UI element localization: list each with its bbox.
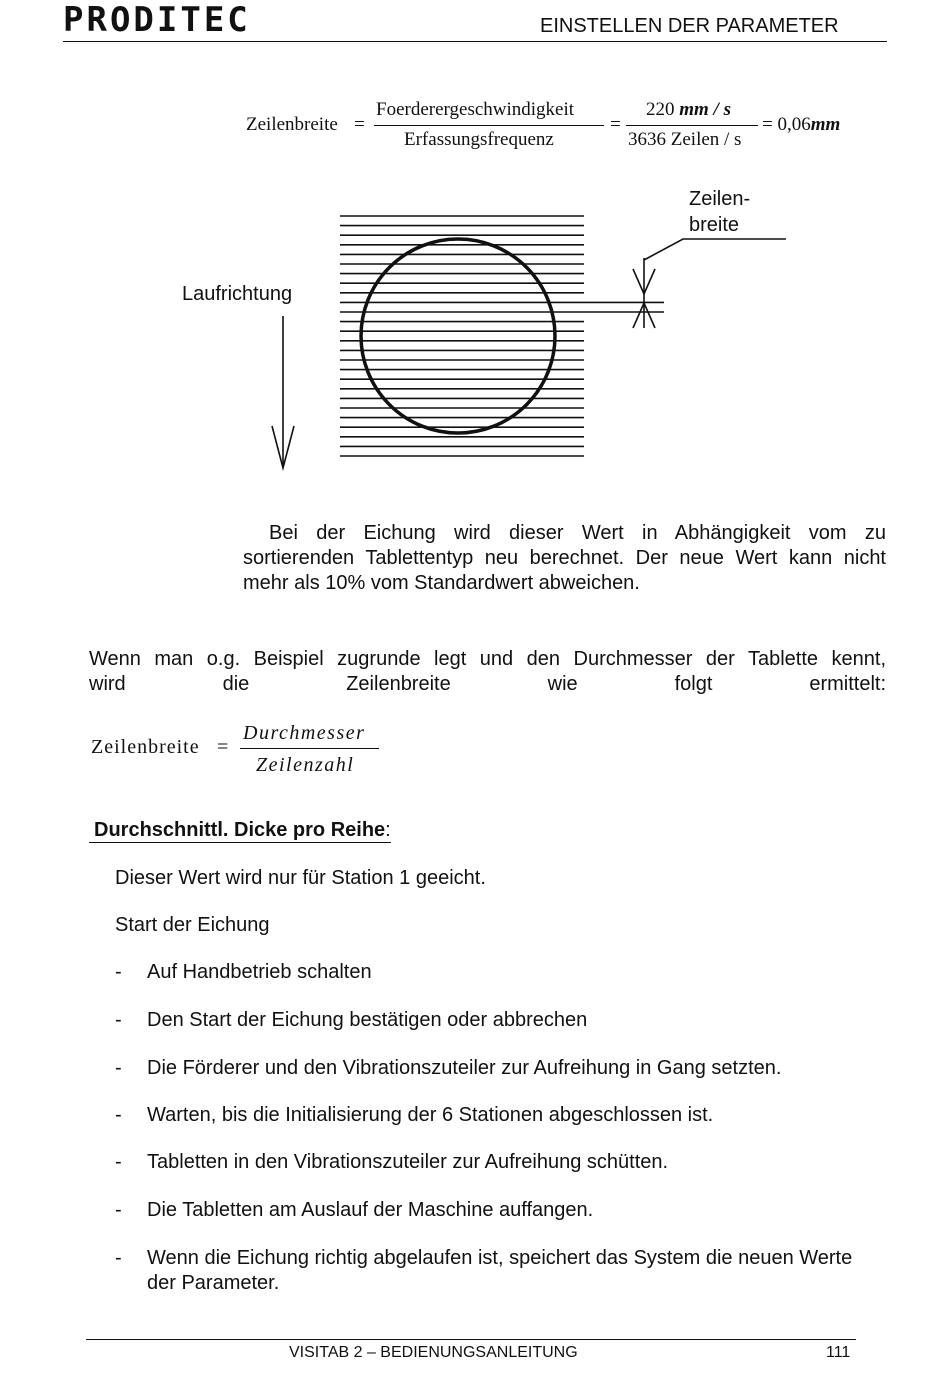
label-zeilenbreite-line1: Zeilen- <box>689 188 751 210</box>
list-item-text: Die Förderer und den Vibrationszuteiler zur Aufreihung in Gang setzten. <box>147 1057 782 1079</box>
example-paragraph-line1: Wenn man o.g. Beispiel zugrunde legt und den Durchmesser der Tablette kennt, <box>89 648 886 670</box>
calibration-start-label: Start der Eichung <box>115 914 270 936</box>
list-item-text: Warten, bis die Initialisierung der 6 Stationen abgeschlossen ist. <box>147 1104 714 1126</box>
section-heading-colon: : <box>385 819 391 841</box>
list-item-text: Den Start der Eichung bestätigen oder abbrechen <box>147 1009 588 1031</box>
footer-title: VISITAB 2 – BEDIENUNGSANLEITUNG <box>289 1344 578 1361</box>
formula2-numerator: Durchmesser <box>243 722 366 744</box>
list-bullet: - <box>115 961 122 983</box>
formula1-result-value: = 0,06 <box>762 114 811 135</box>
formula1-den2: 3636 Zeilen / s <box>628 129 742 150</box>
formula1-num2-value: 220 <box>646 99 675 120</box>
proditec-logo: PRODITEC <box>63 0 251 40</box>
tablet-circle <box>361 239 555 433</box>
list-item-text: Tabletten in den Vibrationszuteiler zur Aufreihung schütten. <box>147 1151 669 1173</box>
section-heading <box>89 818 391 843</box>
formula1-den1: Erfassungsfrequenz <box>404 129 554 150</box>
scan-lines-diagram <box>0 0 950 480</box>
label-laufrichtung: Laufrichtung <box>182 283 293 305</box>
formula1-lhs: Zeilenbreite <box>246 114 338 135</box>
list-bullet: - <box>115 1057 122 1079</box>
list-item-text: Wenn die Eichung richtig abgelaufen ist, speichert das System die neuen Werte der Parameter. <box>147 1247 853 1294</box>
section-heading-text: Durchschnittl. Dicke pro Reihe <box>94 819 386 841</box>
calibration-paragraph: Bei der Eichung wird dieser Wert in Abhängigkeit vom zu sortierenden Tablettentyp neu berechnet. Der neue Wert kann nicht mehr als 10% vom Standardwert abweichen. <box>243 522 886 594</box>
scan-lines <box>340 216 664 456</box>
station-note: Dieser Wert wird nur für Station 1 geeicht. <box>115 867 486 889</box>
example-paragraph-line2: wird die Zeilenbreite wie folgt ermittelt: <box>89 673 886 695</box>
formula1-result-unit: mm <box>810 114 841 135</box>
list-bullet: - <box>115 1009 122 1031</box>
list-bullet: - <box>115 1151 122 1173</box>
list-bullet: - <box>115 1104 122 1126</box>
dimension-leader <box>644 239 786 260</box>
formula1-eq1: = <box>354 114 365 135</box>
list-bullet: - <box>115 1199 122 1221</box>
page-number: 111 <box>826 1344 851 1361</box>
formula1-num2-unit: mm / s <box>679 99 731 120</box>
example-paragraph <box>89 647 886 697</box>
list-item-text: Die Tabletten am Auslauf der Maschine auffangen. <box>147 1199 594 1221</box>
list-bullet: - <box>115 1247 122 1269</box>
formula1-eq2: = <box>610 114 621 135</box>
formula2-fraction-line <box>240 748 379 749</box>
formula2-lhs: Zeilenbreite <box>91 736 200 758</box>
formula2-denominator: Zeilenzahl <box>256 754 355 776</box>
list-item-text: Auf Handbetrieb schalten <box>147 961 372 983</box>
label-zeilenbreite-line2: breite <box>689 214 740 236</box>
footer-rule <box>86 1339 856 1340</box>
formula2-eq: = <box>217 736 230 758</box>
formula1-num1: Foerderergeschwindigkeit <box>376 99 575 120</box>
page-header-title: EINSTELLEN DER PARAMETER <box>540 15 839 37</box>
